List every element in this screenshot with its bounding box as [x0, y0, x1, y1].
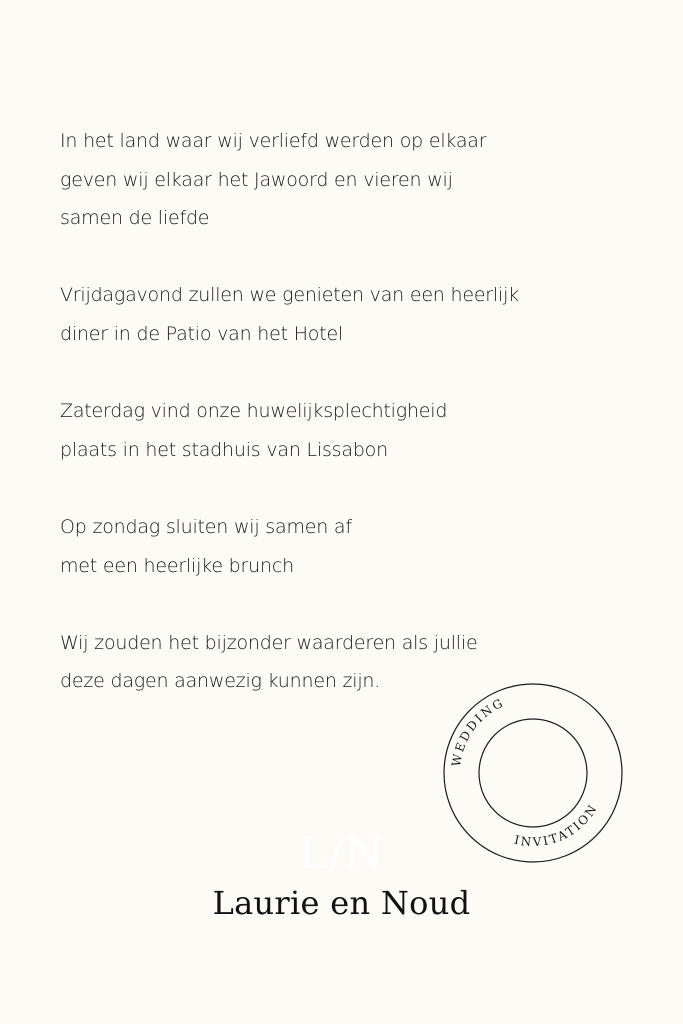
couple-names: Laurie en Noud — [212, 884, 471, 922]
text-line: Op zondag sluiten wij samen af — [60, 515, 352, 538]
stamp-bottom-word: INVITATION — [512, 800, 601, 850]
text-line: In het land waar wij verliefd werden op elkaar — [60, 130, 487, 152]
paragraph-saturday — [60, 392, 640, 469]
text-line: Vrijdagavond zullen we genieten van een heerlijk — [60, 284, 519, 307]
text-line: plaats in het stadhuis van Lissabon — [60, 438, 388, 461]
paragraph-sunday — [60, 508, 640, 585]
stamp-inner-ring — [479, 719, 587, 827]
paragraph-friday — [60, 276, 640, 353]
monogram: L/N — [298, 828, 385, 879]
text-line: met een heerlijke brunch — [60, 554, 294, 577]
paragraph-intro — [60, 122, 640, 238]
text-line: samen de liefde — [60, 207, 210, 230]
stamp-top-word: WEDDING — [449, 695, 507, 768]
text-line: diner in de Patio van het Hotel — [60, 322, 344, 345]
text-line: deze dagen aanwezig kunnen zijn. — [60, 670, 381, 693]
text-line: geven wij elkaar het Jawoord en vieren wij — [60, 168, 453, 191]
text-line: Wij zouden het bijzonder waarderen als jullie — [60, 631, 478, 654]
invitation-text — [60, 122, 640, 740]
text-line: Zaterdag vind onze huwelijksplechtigheid — [60, 400, 448, 423]
